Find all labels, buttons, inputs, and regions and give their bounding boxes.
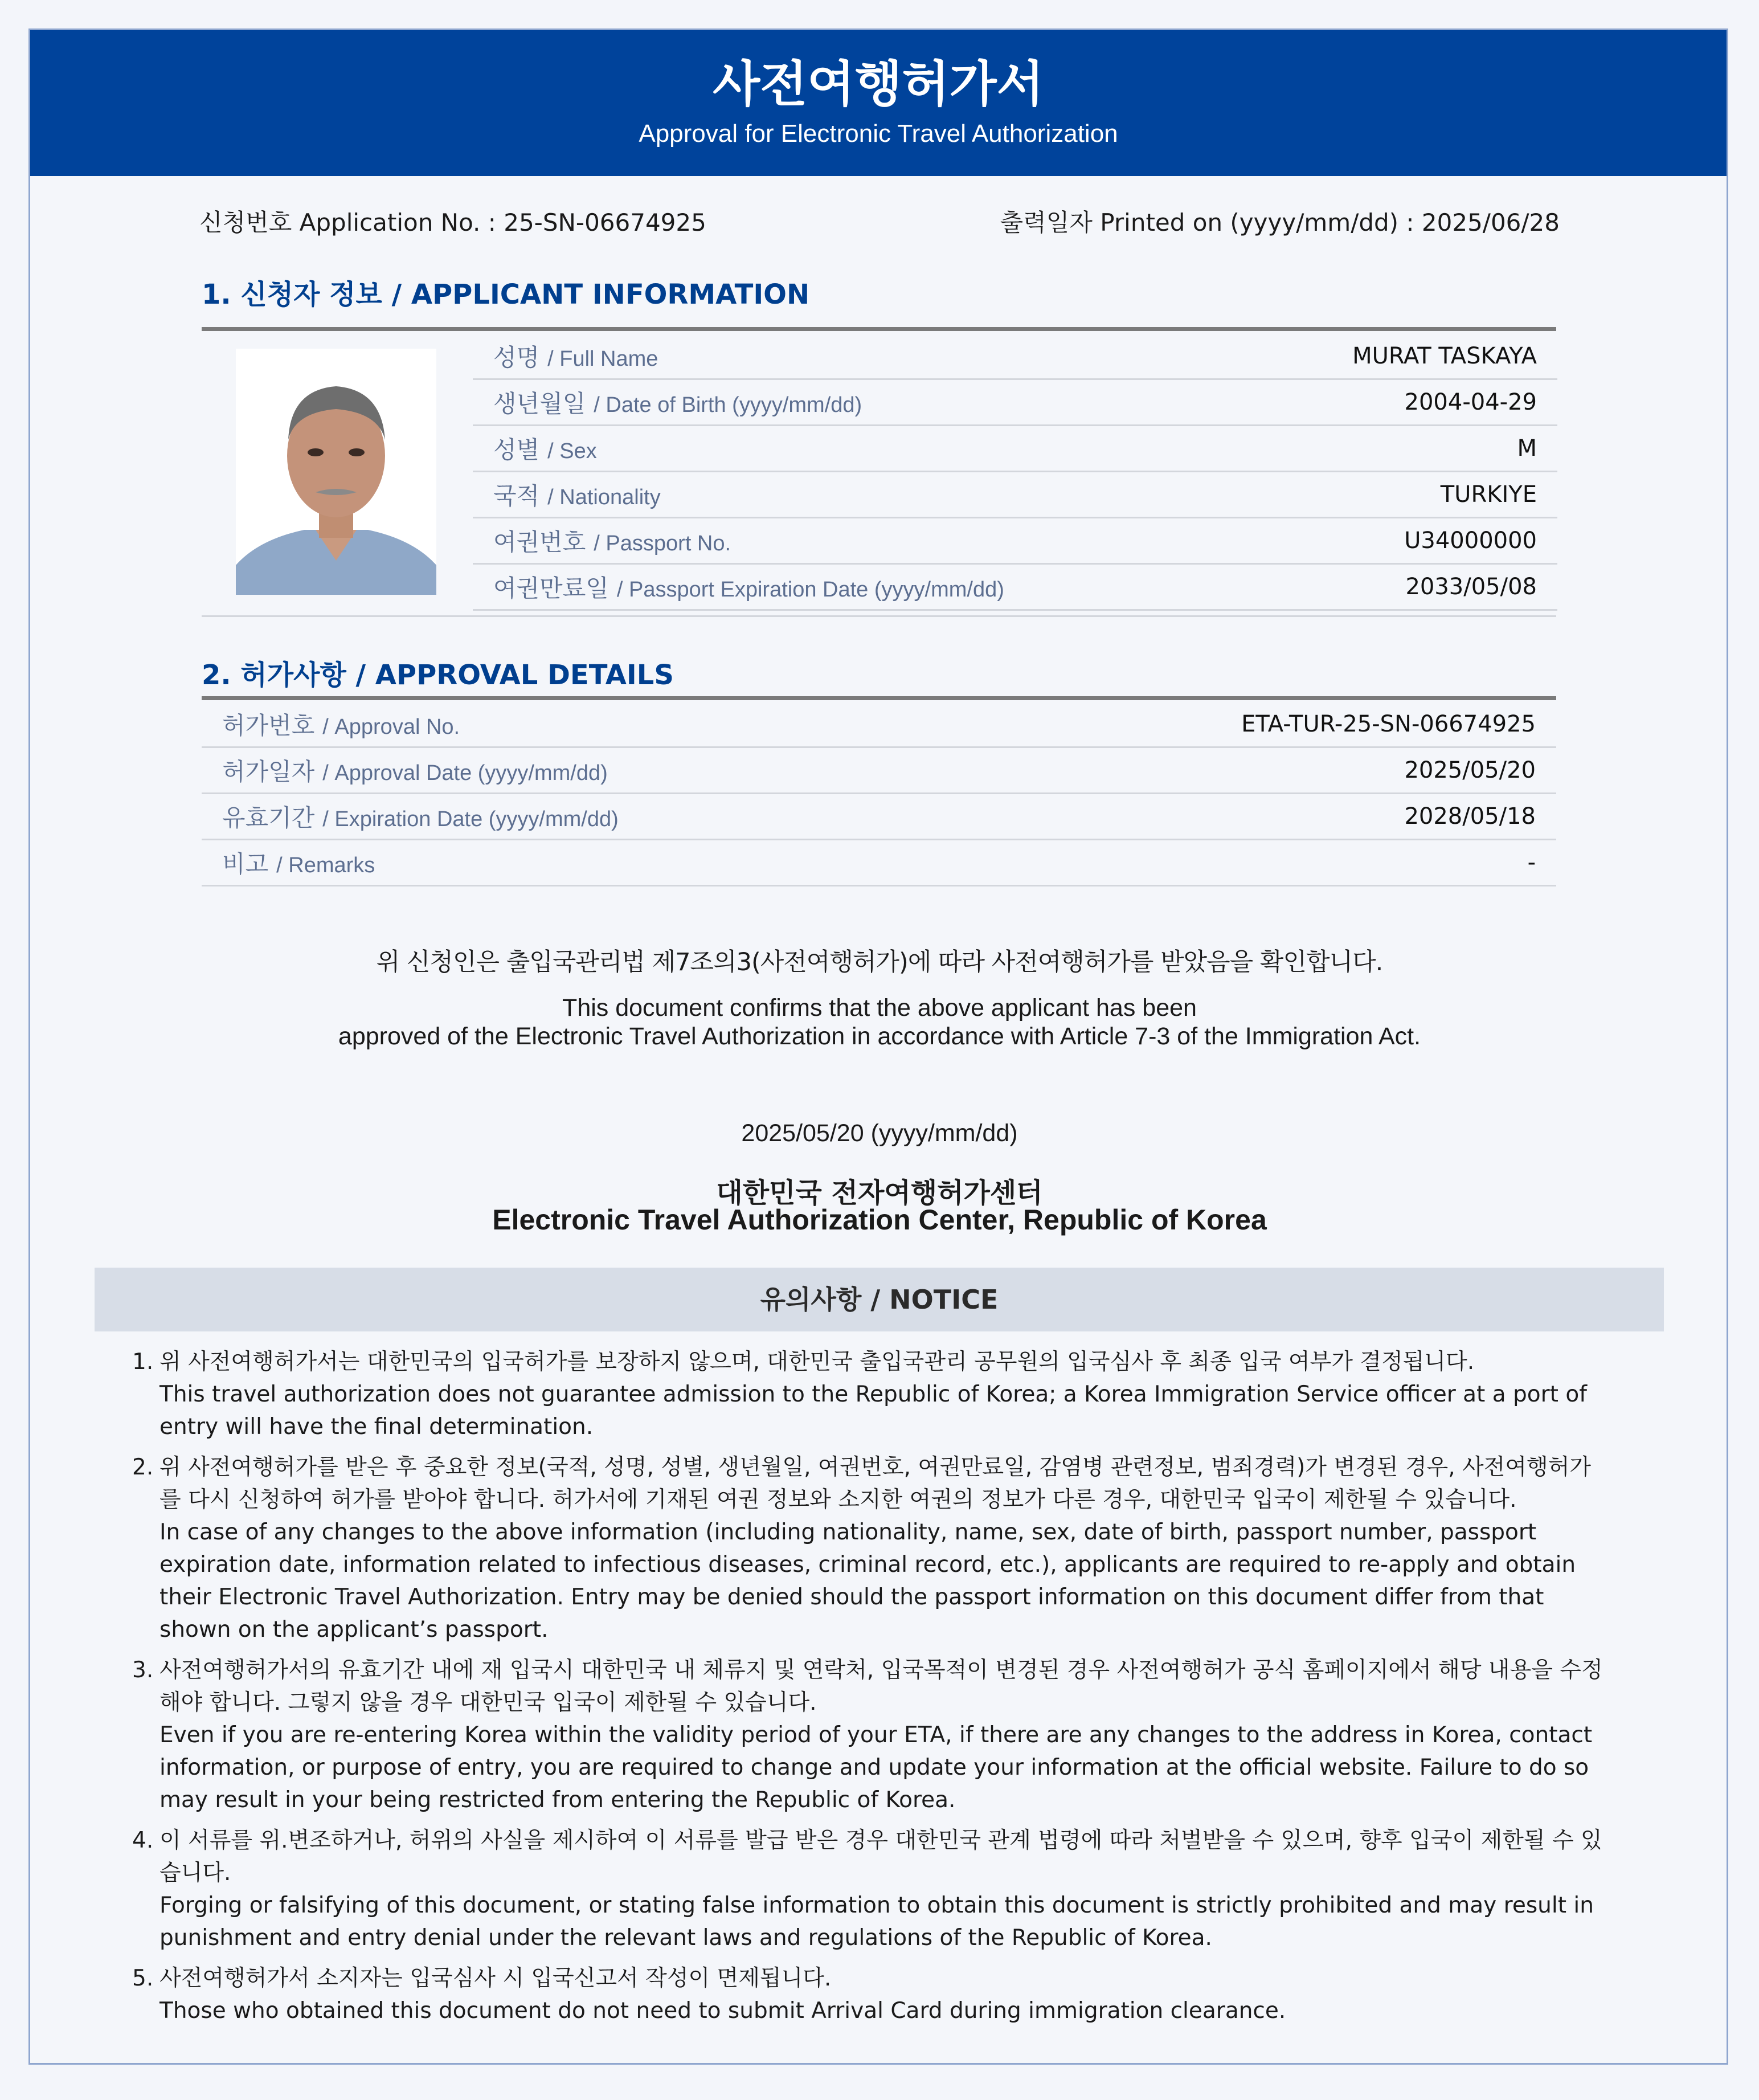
notice-text-en: Those who obtained this document do not need to submit Arrival Card during immigration clearance. [159, 1998, 1286, 2024]
field-label: 여권번호 / Passport No. [473, 518, 1243, 564]
section-approval-rule [202, 696, 1556, 700]
list-item: 4. 이 서류를 위.변조하거나, 허위의 사실을 제시하여 이 서류를 발급 받은 경우 대한민국 관계 법령에 따라 처벌받을 수 있으며, 향후 입국이 제한될 수 있습니다. Forging or falsifying of this document, or stating false information to obtain this document is strictly prohibited and may result in punishment and entry denial under the relevant laws and regulations of the Republic of Korea. [159, 1824, 1605, 1954]
notice-text-ko: 위 사전여행허가를 받은 후 중요한 정보(국적, 성명, 성별, 생년월일, 여권번호, 여권만료일, 감염병 관련정보, 범죄경력)가 변경된 경우, 사전여행허가를 다시 신청하여 허가를 받아야 합니다. 허가서에 기재된 여권 정보와 소지한 여권의 정보가 다른 경우, 대한민국 입국이 제한될 수 있습니다. [159, 1455, 1592, 1513]
approval-number-value: ETA-TUR-25-SN-06674925 [968, 702, 1556, 747]
table-row [202, 747, 1556, 794]
issuing-organization-ko: 대한민국 전자여행허가센터 [716, 1177, 1043, 1209]
field-label: 유효기간 / Expiration Date (yyyy/mm/dd) [202, 794, 968, 840]
date-of-birth-value: 2004-04-29 [1243, 379, 1557, 426]
notice-text-ko: 위 사전여행허가서는 대한민국의 입국허가를 보장하지 않으며, 대한민국 출입국관리 공무원의 입국심사 후 최종 입국 여부가 결정됩니다. [159, 1349, 1475, 1375]
confirmation-date: 2025/05/20 (yyyy/mm/dd) [741, 1120, 1018, 1147]
document-title-ko: 사전여행허가서 [713, 56, 1044, 113]
issuing-organization-en: Electronic Travel Authorization Center, Republic of Korea [492, 1204, 1267, 1236]
field-label: 국적 / Nationality [473, 472, 1243, 518]
table-row [473, 472, 1557, 518]
approval-date-value: 2025/05/20 [968, 747, 1556, 794]
notice-text-ko: 사전여행허가서 소지자는 입국심사 시 입국신고서 작성이 면제됩니다. [159, 1966, 832, 1991]
table-row [473, 379, 1557, 426]
table-row [202, 794, 1556, 840]
field-label: 성명 / Full Name [473, 334, 1243, 379]
passport-number-value: U34000000 [1243, 518, 1557, 564]
field-label: 생년월일 / Date of Birth (yyyy/mm/dd) [473, 379, 1243, 426]
applicant-photo [236, 349, 436, 595]
section-applicant-title: 1. 신청자 정보 / APPLICANT INFORMATION [202, 279, 810, 310]
notice-text-en: Forging or falsifying of this document, or stating false information to obtain this document is strictly prohibited and may result in punishment and entry denial under the relevant laws and regulations of the Republic of Korea. [159, 1893, 1594, 1951]
confirmation-text-en-line1: This document confirms that the above applicant has been [562, 994, 1197, 1022]
notice-text-ko: 사전여행허가서의 유효기간 내에 재 입국시 대한민국 내 체류지 및 연락처, 입국목적이 변경된 경우 사전여행허가 공식 홈페이지에서 해당 내용을 수정해야 합니다. 그렇지 않을 경우 대한민국 입국이 제한될 수 있습니다. [159, 1657, 1603, 1715]
full-name-value: MURAT TASKAYA [1243, 334, 1557, 379]
table-row [202, 840, 1556, 886]
field-label: 허가번호 / Approval No. [202, 702, 968, 747]
document-title-en: Approval for Electronic Travel Authorization [639, 120, 1118, 148]
section-applicant-rule [202, 327, 1556, 331]
table-row [473, 334, 1557, 379]
field-label: 여권만료일 / Passport Expiration Date (yyyy/mm/dd) [473, 564, 1243, 610]
passport-expiration-value: 2033/05/08 [1243, 564, 1557, 610]
field-label: 허가일자 / Approval Date (yyyy/mm/dd) [202, 747, 968, 794]
field-label: 성별 / Sex [473, 426, 1243, 472]
section-approval-title: 2. 허가사항 / APPROVAL DETAILS [202, 659, 674, 691]
table-row [473, 518, 1557, 564]
table-row [473, 426, 1557, 472]
applicant-info-table [473, 334, 1557, 611]
section-applicant-bottom-rule [202, 615, 1556, 617]
remarks-value: - [968, 840, 1556, 886]
notice-text-en: In case of any changes to the above information (including nationality, name, sex, date of birth, passport number, passport expiration date, information related to infectious diseases, criminal record, etc.), applicants are required to re-apply and obtain their Electronic Travel Authorization. Entry may be denied should the passport information on this document differ from that shown on the applicant’s passport. [159, 1519, 1576, 1643]
nationality-value: TURKIYE [1243, 472, 1557, 518]
table-row [473, 564, 1557, 610]
confirmation-text-en-line2: approved of the Electronic Travel Authorization in accordance with Article 7-3 of the Immigration Act. [338, 1023, 1421, 1050]
notice-list [132, 1346, 1605, 2035]
field-label: 비고 / Remarks [202, 840, 968, 886]
table-row [202, 702, 1556, 747]
list-item: 3. 사전여행허가서의 유효기간 내에 재 입국시 대한민국 내 체류지 및 연락처, 입국목적이 변경된 경우 사전여행허가 공식 홈페이지에서 해당 내용을 수정해야 합니다. 그렇지 않을 경우 대한민국 입국이 제한될 수 있습니다. Even if you are re-entering Korea within the validity period of your ETA, if there are any changes to the address in Korea, contact information, or purpose of entry, you are required to change and update your information at the official website. Failure to do so may result in your being restricted from entering the Republic of Korea. [159, 1654, 1605, 1816]
meta-row [199, 204, 1560, 238]
list-item: 5. 사전여행허가서 소지자는 입국심사 시 입국신고서 작성이 면제됩니다. Those who obtained this document do not need to submit Arrival Card during immigration clearance. [159, 1962, 1605, 2027]
expiration-date-value: 2028/05/18 [968, 794, 1556, 840]
approval-details-table [202, 702, 1556, 886]
list-item: 2. 위 사전여행허가를 받은 후 중요한 정보(국적, 성명, 성별, 생년월일, 여권번호, 여권만료일, 감염병 관련정보, 범죄경력)가 변경된 경우, 사전여행허가를 다시 신청하여 허가를 받아야 합니다. 허가서에 기재된 여권 정보와 소지한 여권의 정보가 다른 경우, 대한민국 입국이 제한될 수 있습니다. In case of any changes to the above information (including nationality, name, sex, date of birth, passport number, passport expiration date, information related to infectious diseases, criminal record, etc.), applicants are required to re-apply and obtain their Electronic Travel Authorization. Entry may be denied should the passport information on this document differ from that shown on the applicant’s passport. [159, 1451, 1605, 1646]
sex-value: M [1243, 426, 1557, 472]
list-item: 1. 위 사전여행허가서는 대한민국의 입국허가를 보장하지 않으며, 대한민국 출입국관리 공무원의 입국심사 후 최종 입국 여부가 결정됩니다. This travel authorization does not guarantee admission to the Republic of Korea; a Korea Immigration Service officer at a port of entry will have the final determination. [159, 1346, 1605, 1443]
notice-text-en: This travel authorization does not guarantee admission to the Republic of Korea; a Korea Immigration Service officer at a port of entry will have the final determination. [159, 1382, 1587, 1440]
notice-title-bar: 유의사항 / NOTICE [95, 1268, 1664, 1331]
applicant-portrait-image [236, 349, 436, 595]
notice-text-en: Even if you are re-entering Korea within the validity period of your ETA, if there are any changes to the address in Korea, contact information, or purpose of entry, you are required to change and update your information at the official website. Failure to do so may result in your being restricted from entering the Republic of Korea. [159, 1722, 1593, 1813]
document-header [30, 30, 1727, 176]
printed-date: 출력일자 Printed on (yyyy/mm/dd) : 2025/06/28 [1000, 209, 1560, 236]
application-number: 신청번호 Application No. : 25-SN-06674925 [199, 209, 706, 236]
confirmation-text-ko: 위 신청인은 출입국관리법 제7조의3(사전여행허가)에 따라 사전여행허가를 받았음을 확인합니다. [376, 948, 1383, 977]
notice-text-ko: 이 서류를 위.변조하거나, 허위의 사실을 제시하여 이 서류를 발급 받은 경우 대한민국 관계 법령에 따라 처벌받을 수 있으며, 향후 입국이 제한될 수 있습니다. [159, 1828, 1602, 1886]
